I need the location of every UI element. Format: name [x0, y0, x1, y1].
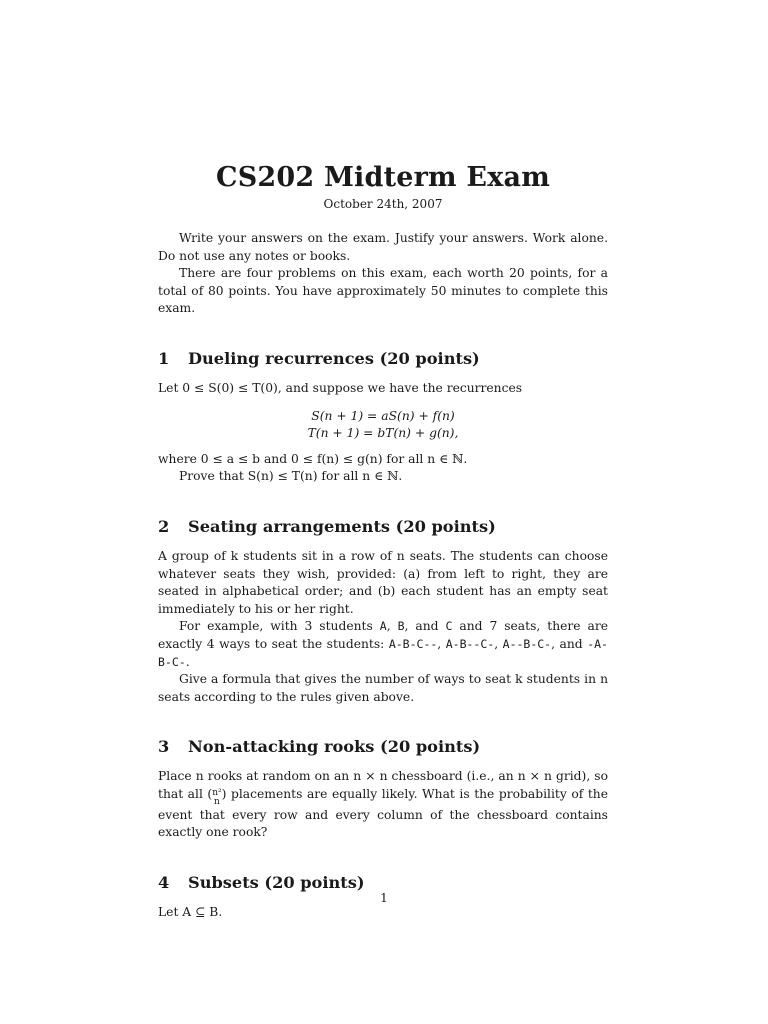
problem-text: where 0 ≤ a ≤ b and 0 ≤ f(n) ≤ g(n) for all n ∈ ℕ. [158, 451, 468, 466]
equation: T(n + 1) = bT(n) + g(n), [307, 426, 459, 441]
problem-text: Prove that S(n) ≤ T(n) for all n ∈ ℕ. [179, 469, 403, 484]
problem-text: A group of k students sit in a row of n seats. The students can choose whatever seats they wish, provided: (a) from left to right, they are seated in alphabetical order; and (b) each student has an empty seat immediately to his or her right. [158, 548, 608, 616]
equation-block [158, 408, 608, 443]
section-title: Non-attacking rooks (20 points) [188, 737, 481, 757]
section-title: Seating arrangements (20 points) [188, 516, 496, 536]
text-run: For example, with 3 students [179, 619, 380, 634]
code-text: B [397, 619, 405, 634]
text-run: Place n rooks at random on an n × n chessboard (i.e., an n × n grid), so that all [158, 769, 608, 801]
intro-paragraph: There are four problems on this exam, each worth 20 points, for a total of 80 points. You have approximately 50 minutes to complete this exam. [158, 266, 608, 316]
code-text: A-B-C-- [388, 636, 438, 651]
text-run: placements are equally likely. What is the probability of the event that every row and every column of the chessboard contains exactly one rook? [158, 786, 608, 840]
code-text: A [379, 619, 387, 634]
intro [158, 230, 608, 318]
text-run: and 7 seats, there are exactly 4 ways to seat the students: [158, 619, 608, 651]
section-number: 2 [158, 516, 170, 536]
section-heading [158, 516, 608, 538]
code-text: A--B-C- [502, 636, 552, 651]
section-number: 3 [158, 737, 170, 757]
equation: S(n + 1) = aS(n) + f(n) [311, 408, 455, 423]
section-title: Subsets (20 points) [188, 873, 365, 893]
problem-text: Let 0 ≤ S(0) ≤ T(0), and suppose we have the recurrences [158, 380, 523, 395]
section-heading [158, 736, 608, 758]
text-run: , and [404, 619, 446, 634]
problem-text: Let A ⊆ B. [158, 905, 223, 920]
section-title: Dueling recurrences (20 points) [188, 348, 480, 368]
section-number: 1 [158, 348, 170, 368]
binomial [212, 789, 221, 807]
intro-paragraph: Write your answers on the exam. Justify your answers. Work alone. Do not use any notes or books. [158, 231, 608, 263]
code-text: -A-B-C- [158, 636, 608, 669]
exam-date: October 24th, 2007 [323, 197, 443, 211]
problem-text: For example, with 3 students A, B, and C and 7 seats, there are exactly 4 ways to seat the students: A-B-C--, A-B--C-, A--B-C-, and -A-B-C-. [158, 619, 608, 669]
page-number: 1 [380, 891, 388, 905]
code-text: A-B--C- [445, 636, 495, 651]
binomial-bottom: n [214, 796, 220, 807]
exam-page [158, 160, 608, 922]
text-run: and [559, 636, 583, 651]
code-text: C [445, 619, 453, 634]
binomial-top: n² [212, 787, 222, 798]
section-number: 4 [158, 873, 170, 893]
text-run: , [386, 619, 398, 634]
section-heading [158, 348, 608, 370]
problem-text: Place n rooks at random on an n × n chessboard (i.e., an n × n grid), so that all (n² n) placements are equally likely. What is the probability of the event that every row and every column of the chessboard contains exactly one rook? [158, 769, 608, 840]
problem-text: Give a formula that gives the number of ways to seat k students in n seats according to the rules given above. [158, 672, 608, 704]
page-title: CS202 Midterm Exam [216, 162, 550, 193]
